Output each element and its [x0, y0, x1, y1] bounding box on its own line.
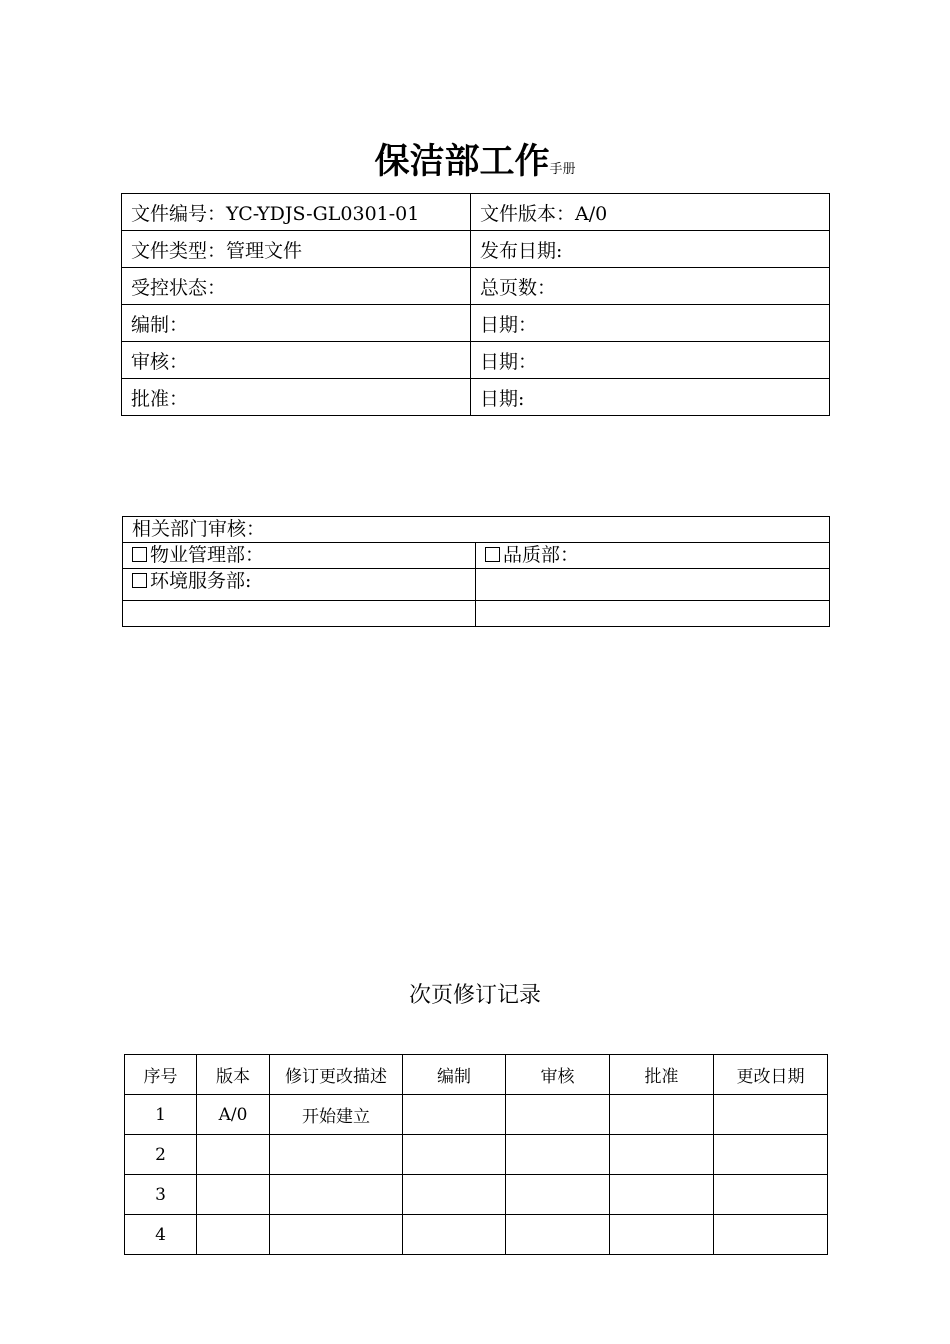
doc-number-cell: 文件编号：YC-YDJS-GL0301-01: [122, 194, 471, 231]
document-title-sub: 手册: [549, 162, 576, 177]
table-row: [123, 601, 830, 627]
table-row: [123, 569, 830, 601]
table-row: [125, 1135, 828, 1175]
cell-change-date: [714, 1215, 828, 1255]
cell-version: [197, 1135, 270, 1175]
property-dept-cell: [123, 543, 476, 569]
reviewed-date-cell: 日期：: [471, 342, 830, 379]
cell-seq: 4: [125, 1215, 197, 1255]
department-review-table: [122, 516, 830, 627]
document-title-main: 保洁部工作: [374, 142, 550, 182]
prepared-by-cell: 编制：: [122, 305, 471, 342]
revision-record-table: [124, 1054, 828, 1255]
document-info-table: [121, 193, 830, 416]
cell-prepared: [403, 1095, 506, 1135]
department-review-header: 相关部门审核：: [123, 517, 830, 543]
environment-dept-cell: [123, 569, 476, 601]
cell-approved: [610, 1215, 714, 1255]
quality-dept-label: 品质部：: [503, 544, 580, 566]
header-prepared: 编制: [403, 1055, 506, 1095]
cell-seq: 2: [125, 1135, 197, 1175]
cell-seq: 1: [125, 1095, 197, 1135]
table-row: [122, 379, 830, 416]
doc-type-cell: 文件类型：管理文件: [122, 231, 471, 268]
cell-approved: [610, 1095, 714, 1135]
table-row: [122, 268, 830, 305]
quality-dept-cell: [476, 543, 830, 569]
header-approved: 批准: [610, 1055, 714, 1095]
cell-description: [270, 1175, 403, 1215]
cell-version: [197, 1175, 270, 1215]
table-row: [123, 517, 830, 543]
cell-description: [270, 1215, 403, 1255]
empty-cell: [123, 601, 476, 627]
property-dept-label: 物业管理部：: [150, 544, 265, 566]
control-status-cell: 受控状态：: [122, 268, 471, 305]
cell-version: [197, 1215, 270, 1255]
header-version: 版本: [197, 1055, 270, 1095]
cell-prepared: [403, 1175, 506, 1215]
doc-version-cell: 文件版本：A/0: [471, 194, 830, 231]
cell-version: A/0: [197, 1095, 270, 1135]
table-row: [122, 194, 830, 231]
cell-description: 开始建立: [270, 1095, 403, 1135]
cell-prepared: [403, 1135, 506, 1175]
table-row: [122, 231, 830, 268]
total-pages-cell: 总页数：: [471, 268, 830, 305]
revision-record-title: 次页修订记录: [408, 983, 541, 1008]
table-row: [122, 305, 830, 342]
empty-cell: [476, 569, 830, 601]
cell-change-date: [714, 1135, 828, 1175]
header-reviewed: 审核: [506, 1055, 610, 1095]
publish-date-cell: 发布日期:: [471, 231, 830, 268]
header-description: 修订更改描述: [270, 1055, 403, 1095]
table-row: [125, 1175, 828, 1215]
quality-dept-checkbox[interactable]: [485, 547, 500, 562]
cell-change-date: [714, 1175, 828, 1215]
property-dept-checkbox[interactable]: [132, 547, 147, 562]
prepared-date-cell: 日期：: [471, 305, 830, 342]
table-header-row: [125, 1055, 828, 1095]
approved-date-cell: 日期:: [471, 379, 830, 416]
cell-seq: 3: [125, 1175, 197, 1215]
table-row: [122, 342, 830, 379]
environment-dept-checkbox[interactable]: [132, 573, 147, 588]
table-row: [125, 1095, 828, 1135]
cell-reviewed: [506, 1135, 610, 1175]
cell-description: [270, 1135, 403, 1175]
cell-prepared: [403, 1215, 506, 1255]
approved-by-cell: 批准：: [122, 379, 471, 416]
cell-reviewed: [506, 1175, 610, 1215]
environment-dept-label: 环境服务部:: [150, 570, 252, 592]
header-change-date: 更改日期: [714, 1055, 828, 1095]
table-row: [123, 543, 830, 569]
table-row: [125, 1215, 828, 1255]
cell-change-date: [714, 1095, 828, 1135]
cell-reviewed: [506, 1215, 610, 1255]
header-seq: 序号: [125, 1055, 197, 1095]
cell-reviewed: [506, 1095, 610, 1135]
document-title: [0, 134, 950, 184]
empty-cell: [476, 601, 830, 627]
cell-approved: [610, 1175, 714, 1215]
cell-approved: [610, 1135, 714, 1175]
reviewed-by-cell: 审核：: [122, 342, 471, 379]
